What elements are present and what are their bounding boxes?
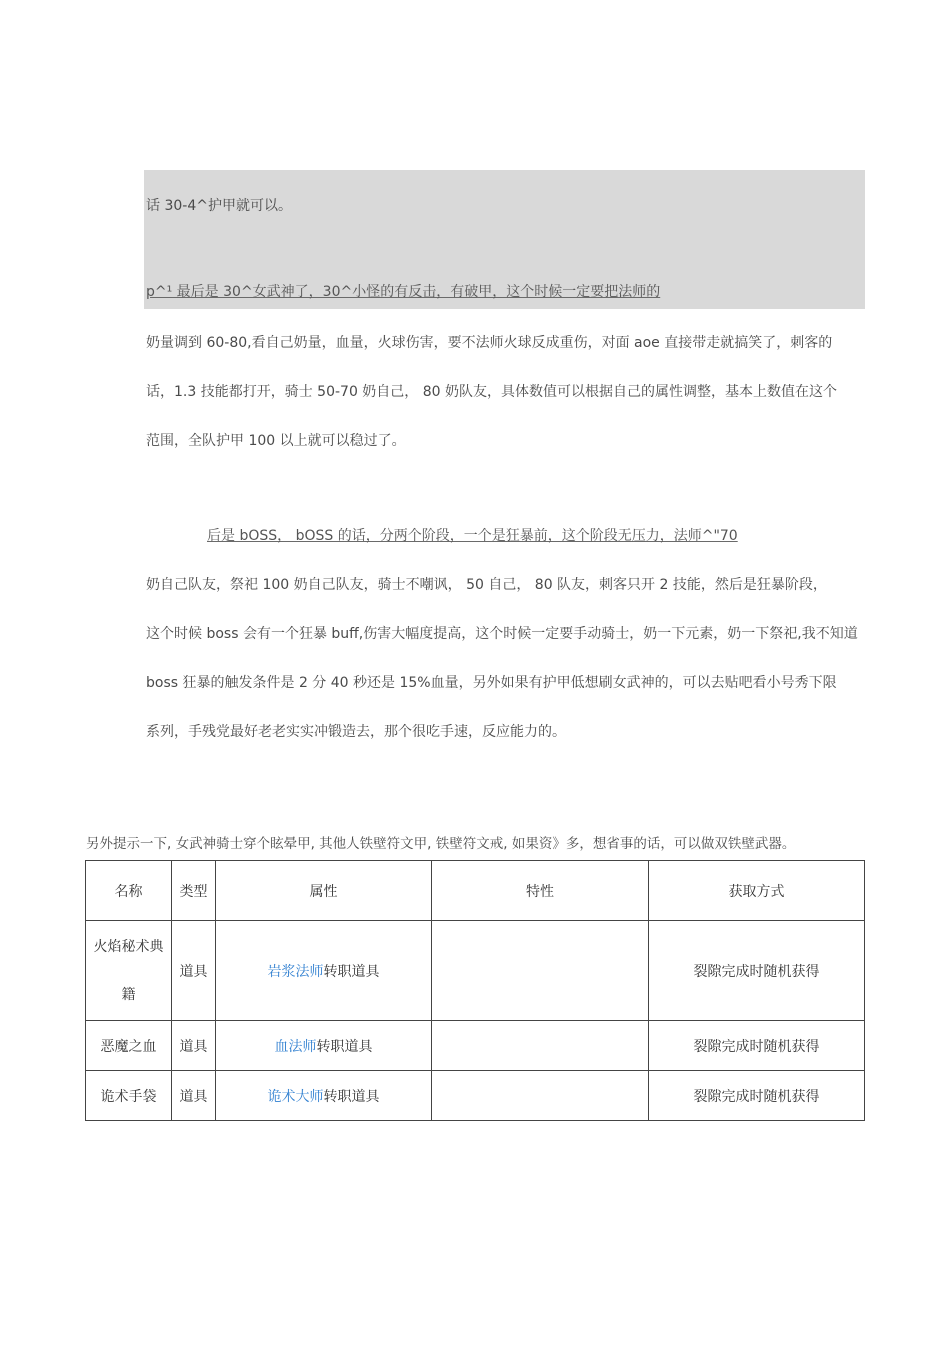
boss-heading: 后是 bOSS， bOSS 的话，分两个阶段，一个是狂暴前，这个阶段无压力，法师^"70 [207,528,738,544]
attribute-suffix: 转职道具 [323,963,380,980]
item-attribute [216,1021,432,1071]
item-type-link[interactable]: 道具 [172,1071,216,1121]
class-link[interactable]: 血法师 [274,1038,317,1055]
header-attribute: 属性 [216,861,432,921]
item-name-link[interactable] [86,921,172,1021]
header-type: 类型 [172,861,216,921]
item-obtain: 裂隙完成时随机获得 [649,921,865,1021]
item-feature [432,921,649,1021]
item-name-link[interactable]: 诡术手袋 [86,1071,172,1121]
item-feature [432,1071,649,1121]
item-type-link[interactable]: 道具 [172,921,216,1021]
paragraph2-line-3: boss 狂暴的触发条件是 2 分 40 秒还是 15%血量，另外如果有护甲低想刷女武神的，可以去贴吧看小号秀下限 [146,675,837,691]
header-obtain: 获取方式 [649,861,865,921]
item-name-line: 火焰秘术典 [93,938,164,955]
attribute-suffix: 转职道具 [316,1038,373,1055]
paragraph1-line-3: 范围，全队护甲 100 以上就可以稳过了。 [146,433,406,449]
table-row [86,1071,865,1121]
table-row [86,1021,865,1071]
item-table [85,860,865,1121]
table-header-row [86,861,865,921]
item-name-link[interactable]: 恶魔之血 [86,1021,172,1071]
item-obtain: 裂隙完成时随机获得 [649,1021,865,1071]
item-type-link[interactable]: 道具 [172,1021,216,1071]
paragraph2-line-2: 这个时候 boss 会有一个狂暴 buff,伤害大幅度提高，这个时候一定要手动骑士，奶一下元素，奶一下祭祀,我不知道 [146,626,858,642]
paragraph1-line-1: 奶量调到 60-80,看自己奶量，血量，火球伤害，要不法师火球反成重伤，对面 aoe 直接带走就搞笑了，刺客的 [146,335,833,351]
item-attribute [216,921,432,1021]
item-obtain: 裂隙完成时随机获得 [649,1071,865,1121]
header-name: 名称 [86,861,172,921]
class-link[interactable]: 岩浆法师 [267,963,324,980]
tip-text: 另外提示一下, 女武神骑士穿个眩晕甲, 其他人铁壁符文甲, 铁壁符文戒, 如果资》多，想省事的话，可以做双铁壁武器。 [86,836,796,852]
item-feature [432,1021,649,1071]
table-row [86,921,865,1021]
class-link[interactable]: 诡术大师 [267,1088,324,1105]
header-feature: 特性 [432,861,649,921]
highlight-line-2: p^¹ 最后是 30^女武神了，30^小怪的有反击，有破甲，这个时候一定要把法师的 [146,284,661,300]
highlight-line-1: 话 30-4^护甲就可以。 [146,198,292,214]
item-name-line: 籍 [121,986,136,1003]
paragraph2-line-4: 系列，手残党最好老老实实冲锻造去，那个很吃手速，反应能力的。 [146,724,566,740]
attribute-suffix: 转职道具 [323,1088,380,1105]
paragraph1-line-2: 话，1.3 技能都打开，骑士 50-70 奶自己， 80 奶队友，具体数值可以根据自己的属性调整，基本上数值在这个 [146,384,838,400]
item-attribute [216,1071,432,1121]
paragraph2-line-1: 奶自己队友，祭祀 100 奶自己队友，骑士不嘲讽， 50 自己， 80 队友，刺客只开 2 技能，然后是狂暴阶段， [146,577,827,593]
